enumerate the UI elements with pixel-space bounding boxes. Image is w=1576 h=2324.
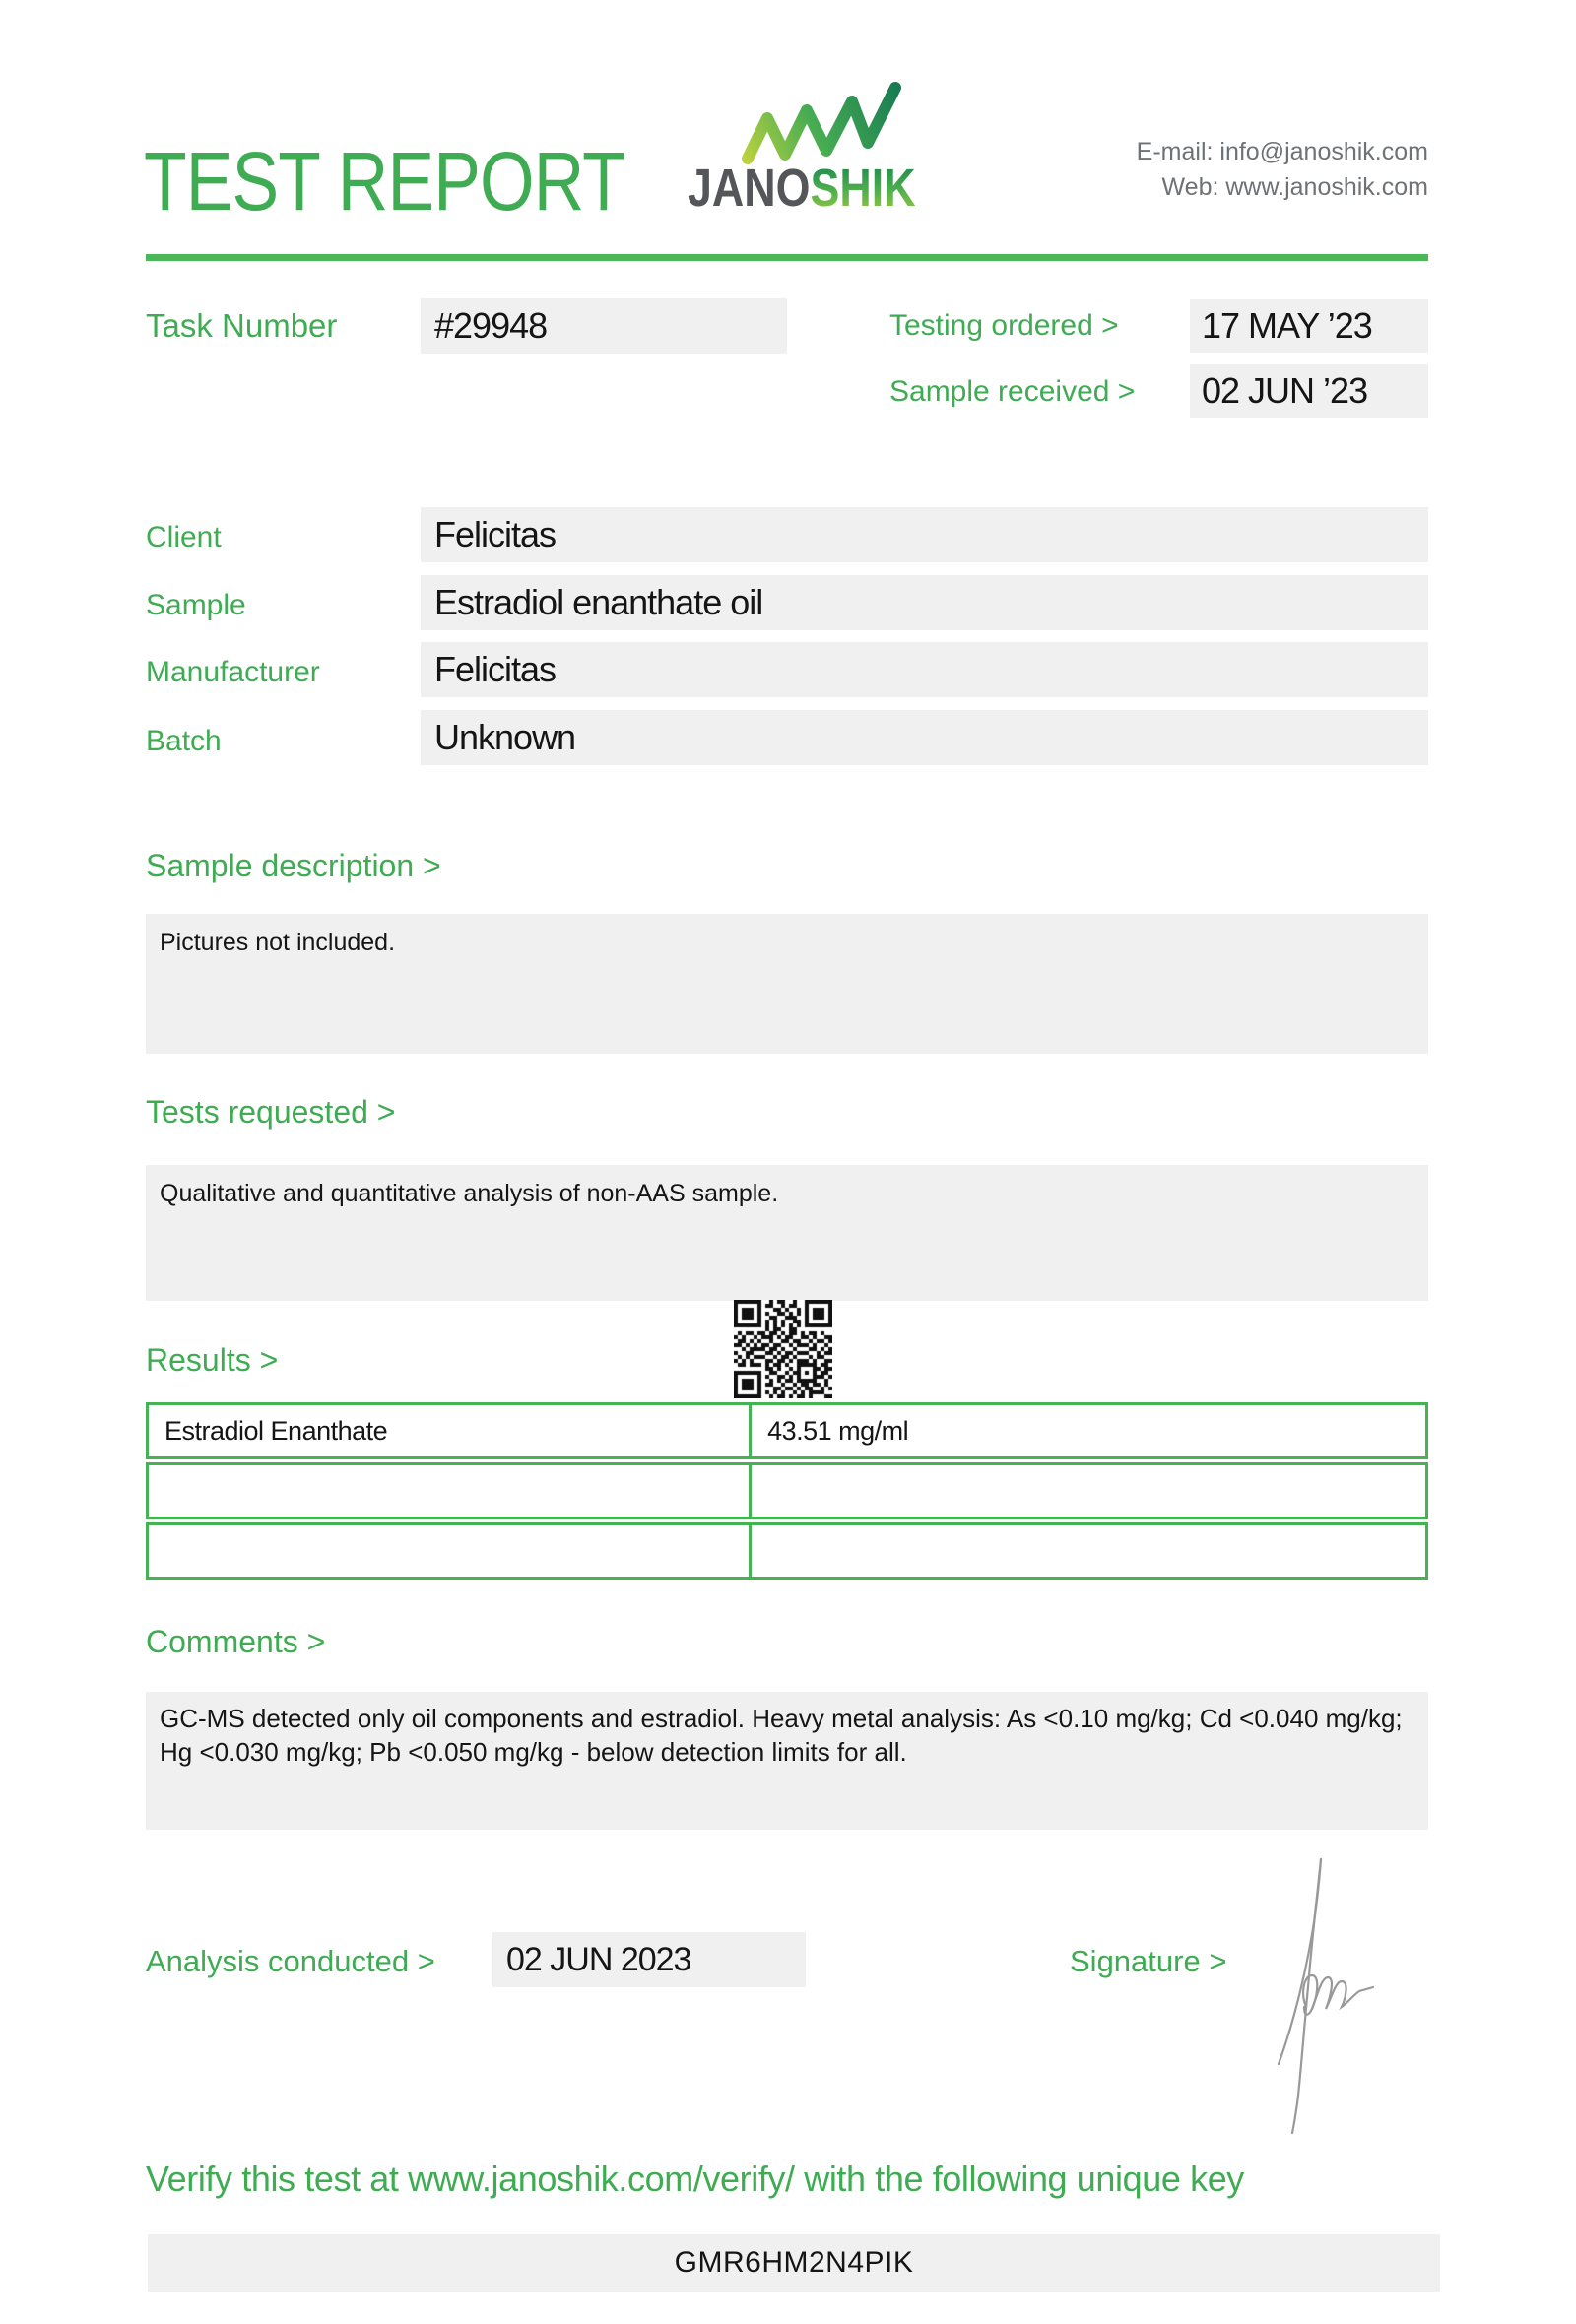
contact-info bbox=[1137, 134, 1428, 205]
results-value-cell bbox=[752, 1465, 1425, 1517]
task-number-box bbox=[421, 298, 787, 354]
tests-requested-text: Qualitative and quantitative analysis of non-AAS sample. bbox=[160, 1180, 779, 1207]
manufacturer-box bbox=[421, 642, 1428, 697]
logo-jano-text: JANO bbox=[688, 159, 811, 218]
sample-received-box bbox=[1190, 364, 1428, 418]
results-table-row bbox=[146, 1522, 1428, 1580]
sample-received-value: 02 JUN ’23 bbox=[1202, 370, 1368, 411]
tests-requested-heading: Tests requested > bbox=[146, 1094, 396, 1130]
manufacturer-label: Manufacturer bbox=[146, 656, 320, 688]
verify-key-box bbox=[148, 2234, 1440, 2292]
sample-received-label: Sample received > bbox=[889, 375, 1136, 408]
sample-description-box bbox=[146, 914, 1428, 1054]
analyte-name: Estradiol Enanthate bbox=[164, 1415, 388, 1446]
task-number-label: Task Number bbox=[146, 307, 338, 344]
sample-description-heading: Sample description > bbox=[146, 848, 441, 883]
signature-scribble bbox=[1269, 1849, 1397, 2135]
verify-key: GMR6HM2N4PIK bbox=[674, 2246, 914, 2279]
trend-chart-logo-icon bbox=[741, 81, 902, 165]
results-value-cell bbox=[752, 1525, 1425, 1577]
manufacturer-value: Felicitas bbox=[434, 649, 557, 689]
page-title: TEST REPORT bbox=[144, 135, 624, 227]
logo-wordmark bbox=[688, 158, 916, 219]
contact-email: E-mail: info@janoshik.com bbox=[1136, 138, 1428, 165]
sample-value: Estradiol enanthate oil bbox=[434, 582, 763, 622]
header-divider bbox=[146, 254, 1428, 261]
batch-box bbox=[421, 710, 1428, 765]
signature-label: Signature > bbox=[1070, 1944, 1227, 1978]
analyte-result: 43.51 mg/ml bbox=[767, 1415, 909, 1446]
analysis-conducted-label: Analysis conducted > bbox=[146, 1944, 435, 1978]
comments-box bbox=[146, 1692, 1428, 1830]
testing-ordered-value: 17 MAY ’23 bbox=[1202, 305, 1372, 346]
tests-requested-box bbox=[146, 1165, 1428, 1301]
analysis-conducted-box bbox=[492, 1932, 806, 1987]
comments-text: GC-MS detected only oil components and estradiol. Heavy metal analysis: As <0.10 mg/kg; Cd <0.040 mg/kg; Hg <0.030 mg/kg; Pb <0.050 mg/kg - below detection limits for all. bbox=[160, 1704, 1403, 1767]
sample-label: Sample bbox=[146, 589, 246, 621]
results-value-cell bbox=[752, 1405, 1425, 1456]
contact-web: Web: www.janoshik.com bbox=[1161, 173, 1428, 201]
sample-description-text: Pictures not included. bbox=[160, 929, 396, 956]
sample-box bbox=[421, 575, 1428, 630]
client-value: Felicitas bbox=[434, 514, 557, 554]
results-heading: Results > bbox=[146, 1342, 279, 1378]
task-number-value: #29948 bbox=[434, 305, 548, 346]
results-table-row bbox=[146, 1462, 1428, 1519]
client-box bbox=[421, 507, 1428, 562]
batch-value: Unknown bbox=[434, 717, 576, 757]
analysis-conducted-value: 02 JUN 2023 bbox=[506, 1941, 691, 1978]
results-analyte-cell bbox=[149, 1465, 752, 1517]
client-label: Client bbox=[146, 521, 222, 553]
testing-ordered-box bbox=[1190, 299, 1428, 353]
results-analyte-cell bbox=[149, 1525, 752, 1577]
qr-code bbox=[734, 1300, 832, 1398]
results-table-row bbox=[146, 1402, 1428, 1459]
testing-ordered-label: Testing ordered > bbox=[889, 309, 1119, 342]
comments-heading: Comments > bbox=[146, 1624, 326, 1659]
results-analyte-cell bbox=[149, 1405, 752, 1456]
verify-instruction: Verify this test at www.janoshik.com/verify/ with the following unique key bbox=[146, 2159, 1244, 2199]
logo-shik-text: SHIK bbox=[810, 159, 916, 218]
batch-label: Batch bbox=[146, 725, 222, 757]
